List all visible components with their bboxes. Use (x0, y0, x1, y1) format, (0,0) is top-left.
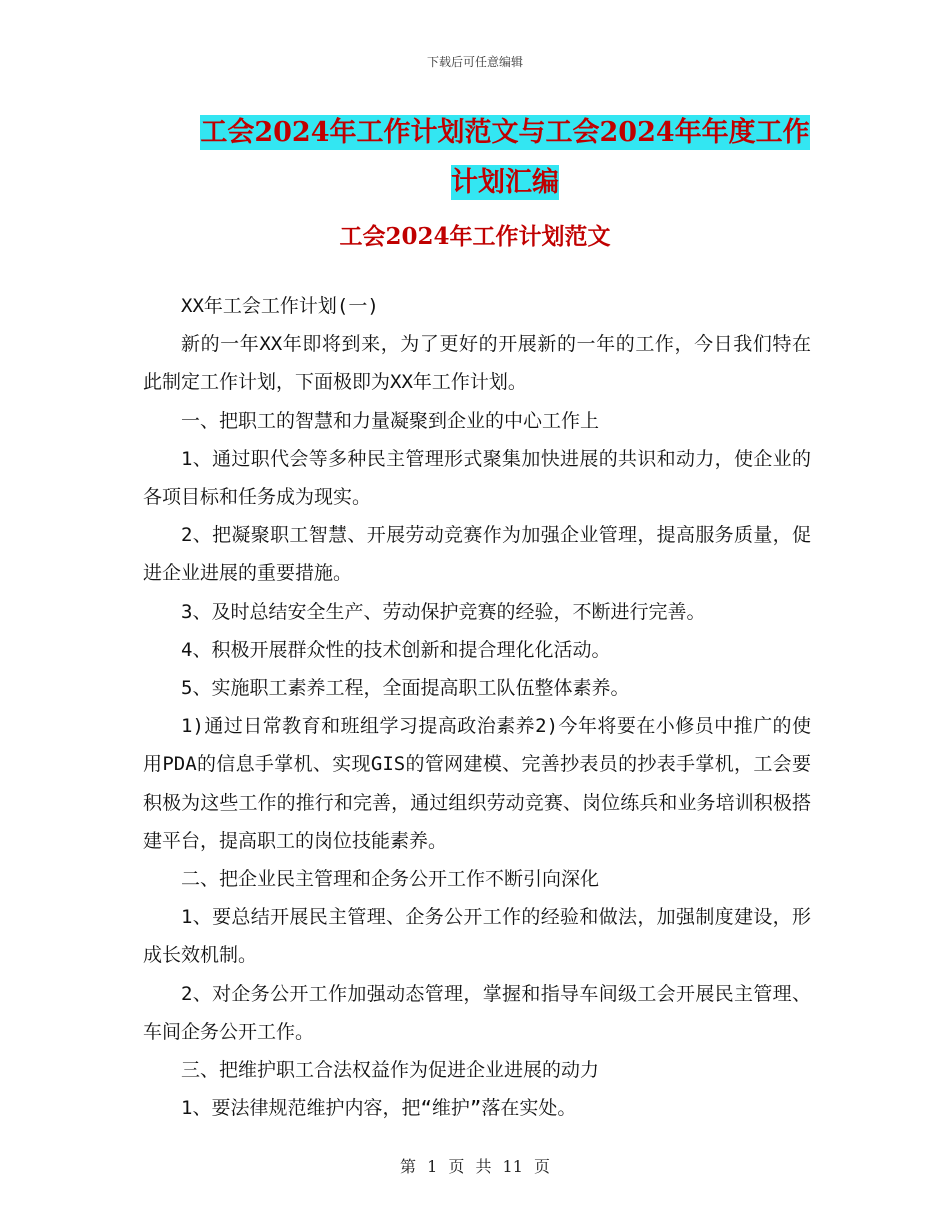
document-title (190, 108, 820, 208)
paragraph: 2、对企务公开工作加强动态管理，掌握和指导车间级工会开展民主管理、车间企务公开工作。 (143, 982, 811, 1043)
paragraph: XX年工会工作计划(一) (181, 295, 379, 317)
paragraph: 1、要总结开展民主管理、企务公开工作的经验和做法，加强制度建设，形成长效机制。 (143, 906, 811, 967)
paragraph: 1)通过日常教育和班组学习提高政治素养2)今年将要在小修员中推广的使用PDA的信息手掌机、实现GIS的管网建模、完善抄表员的抄表手掌机，工会要积极为这些工作的推行和完善，通过组织劳动竞赛、岗位练兵和业务培训积极搭建平台，提高职工的岗位技能素养。 (143, 715, 811, 852)
paragraph: 新的一年XX年即将到来，为了更好的开展新的一年的工作，今日我们特在此制定工作计划，下面极即为XX年工作计划。 (143, 333, 811, 394)
paragraph: 1、通过职代会等多种民主管理形式聚集加快进展的共识和动力，使企业的各项目标和任务成为现实。 (143, 447, 811, 509)
paragraph: 1、要法律规范维护内容，把“维护”落在实处。 (181, 1097, 577, 1120)
header-note: 下载后可任意编辑 (426, 55, 523, 69)
paragraph: 5、实施职工素养工程，全面提高职工队伍整体素养。 (181, 677, 630, 700)
paragraph: 2、把凝聚职工智慧、开展劳动竞赛作为加强企业管理，提高服务质量，促进企业进展的重要措施。 (143, 524, 811, 585)
document-body (143, 287, 811, 1127)
paragraph: 4、积极开展群众性的技术创新和提合理化化活动。 (181, 638, 611, 661)
paragraph: 三、把维护职工合法权益作为促进企业进展的动力 (181, 1059, 600, 1082)
document-title-text: 工会2024年工作计划范文与工会2024年年度工作计划汇编 (200, 117, 810, 198)
page-footer: 第 1 页 共 11 页 (400, 1157, 550, 1176)
paragraph: 3、及时总结安全生产、劳动保护竞赛的经验，不断进行完善。 (181, 600, 706, 623)
paragraph: 一、把职工的智慧和力量凝聚到企业的中心工作上 (181, 409, 600, 432)
paragraph: 二、把企业民主管理和企务公开工作不断引向深化 (181, 868, 600, 891)
section-title: 工会2024年工作计划范文 (339, 223, 611, 250)
